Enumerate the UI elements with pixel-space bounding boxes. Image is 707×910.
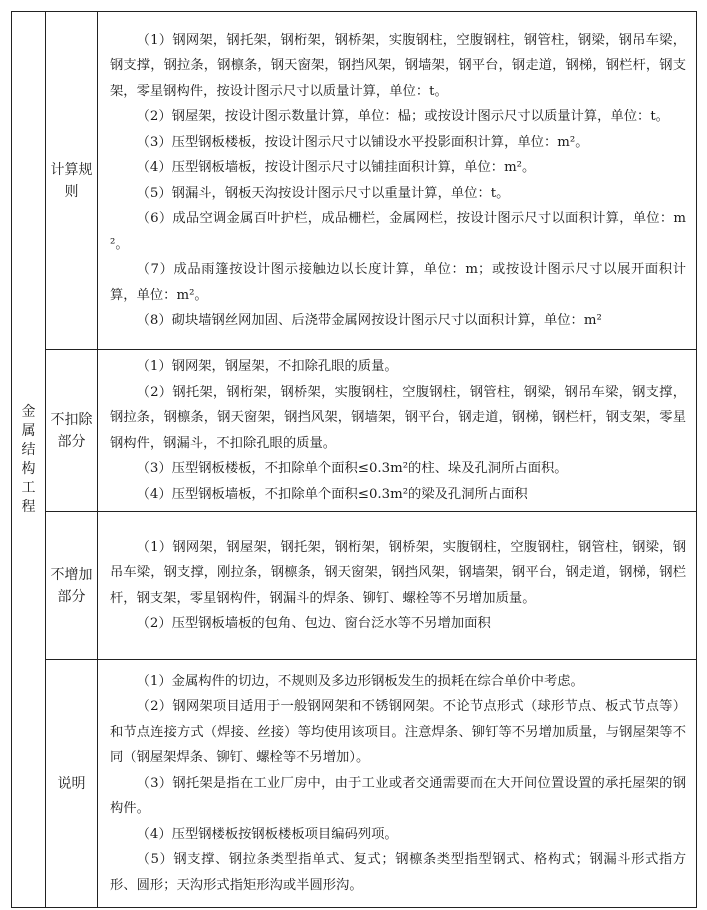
section-row-notes xyxy=(12,660,697,908)
list-item: （7）成品雨篷按设计图示接触边以长度计算，单位：m；或按设计图示尺寸以展开面积计算，单位：m²。 xyxy=(110,262,686,303)
list-item: （1）钢网架，钢托架，钢桁架，钢桥架，实腹钢柱，空腹钢柱，钢管柱，钢梁，钢吊车梁，钢支撑，钢拉条，钢檩条，钢天窗架，钢挡风架，钢墙架，钢平台，钢走道，钢梯，钢栏杆，钢支架，零星钢构件，按设计图示尺寸以质量计算，单位：t。 xyxy=(110,32,686,99)
list-item: （2）钢托架，钢桁架，钢桥架，实腹钢柱，空腹钢柱，钢管柱，钢梁，钢吊车梁，钢支撑，钢拉条，钢檩条，钢天窗架，钢挡风架，钢墙架，钢平台，钢走道，钢梯，钢栏杆，钢支架，零星钢构件，钢漏斗，不扣除孔眼的质量。 xyxy=(110,384,686,451)
content-not-deducted xyxy=(98,350,697,512)
list-item: （2）压型钢板墙板的包角、包边、窗台泛水等不另增加面积 xyxy=(136,616,491,631)
list-item: （6）成品空调金属百叶护栏，成品栅栏，金属网栏，按设计图示尺寸以面积计算，单位：m²。 xyxy=(110,211,686,252)
category-label-notes: 说明 xyxy=(46,660,98,908)
major-category-cell: 金属结构工程 xyxy=(12,12,46,908)
list-item: （3）钢托架是指在工业厂房中，由于工业或者交通需要而在大开间位置设置的承托屋架的钢构件。 xyxy=(110,775,686,817)
list-item: （1）钢网架，钢屋架，不扣除孔眼的质量。 xyxy=(136,359,398,374)
list-item: （4）压型钢板墙板，不扣除单个面积≤0.3m²的梁及孔洞所占面积 xyxy=(136,486,528,502)
section-row-not-added xyxy=(12,512,697,660)
category-label-not-deducted: 不扣除部分 xyxy=(46,350,98,512)
section-row-calculation-rules xyxy=(12,12,697,350)
content-calculation-rules xyxy=(98,12,697,350)
list-item: （2）钢网架项目适用于一般钢网架和不锈钢网架。不论节点形式（球形节点、板式节点等）和节点连接方式（焊接、丝接）等均使用该项目。注意焊条、铆钉等不另增加质量，与钢屋架等不同（钢屋架焊条、铆钉、螺栓等不另增加）。 xyxy=(110,699,686,766)
list-item: （1）金属构件的切边，不规则及多边形钢板发生的损耗在综合单价中考虑。 xyxy=(136,673,584,689)
content-not-added xyxy=(98,512,697,660)
list-item: （3）压型钢板楼板，不扣除单个面积≤0.3m²的柱、垛及孔洞所占面积。 xyxy=(136,461,568,476)
list-item: （3）压型钢板楼板，按设计图示尺寸以铺设水平投影面积计算，单位：m²。 xyxy=(136,134,589,150)
list-item: （5）钢漏斗，钢板天沟按设计图示尺寸以重量计算，单位：t。 xyxy=(136,185,510,201)
list-item: （2）钢屋架，按设计图示数量计算，单位：榀；或按设计图示尺寸以质量计算，单位：t。 xyxy=(136,109,669,124)
list-item: （8）砌块墙钢丝网加固、后浇带金属网按设计图示尺寸以面积计算，单位：m² xyxy=(136,313,602,328)
content-notes xyxy=(98,660,697,908)
list-item: （5）钢支撑、钢拉条类型指单式、复式；钢檩条类型指型钢式、格构式；钢漏斗形式指方形、圆形；天沟形式指矩形沟或半圆形沟。 xyxy=(110,852,686,893)
list-item: （4）压型钢板墙板，按设计图示尺寸以铺挂面积计算，单位：m²。 xyxy=(136,160,536,175)
list-item: （4）压型钢楼板按钢板楼板项目编码列项。 xyxy=(136,826,398,842)
category-label-not-added: 不增加部分 xyxy=(46,512,98,660)
list-item: （1）钢网架，钢屋架，钢托架，钢桁架，钢桥架，实腹钢柱，空腹钢柱，钢管柱，钢梁，钢吊车梁，钢支撑，刚拉条，钢檩条，钢天窗架，钢挡风架，钢墙架，钢平台，钢走道，钢梯，钢栏杆，钢支架，零星钢构件，钢漏斗的焊条、铆钉、螺栓等不另增加质量。 xyxy=(110,539,686,606)
section-row-not-deducted xyxy=(12,350,697,512)
category-label-calculation-rules: 计算规则 xyxy=(46,12,98,350)
engineering-rules-table xyxy=(11,11,697,908)
